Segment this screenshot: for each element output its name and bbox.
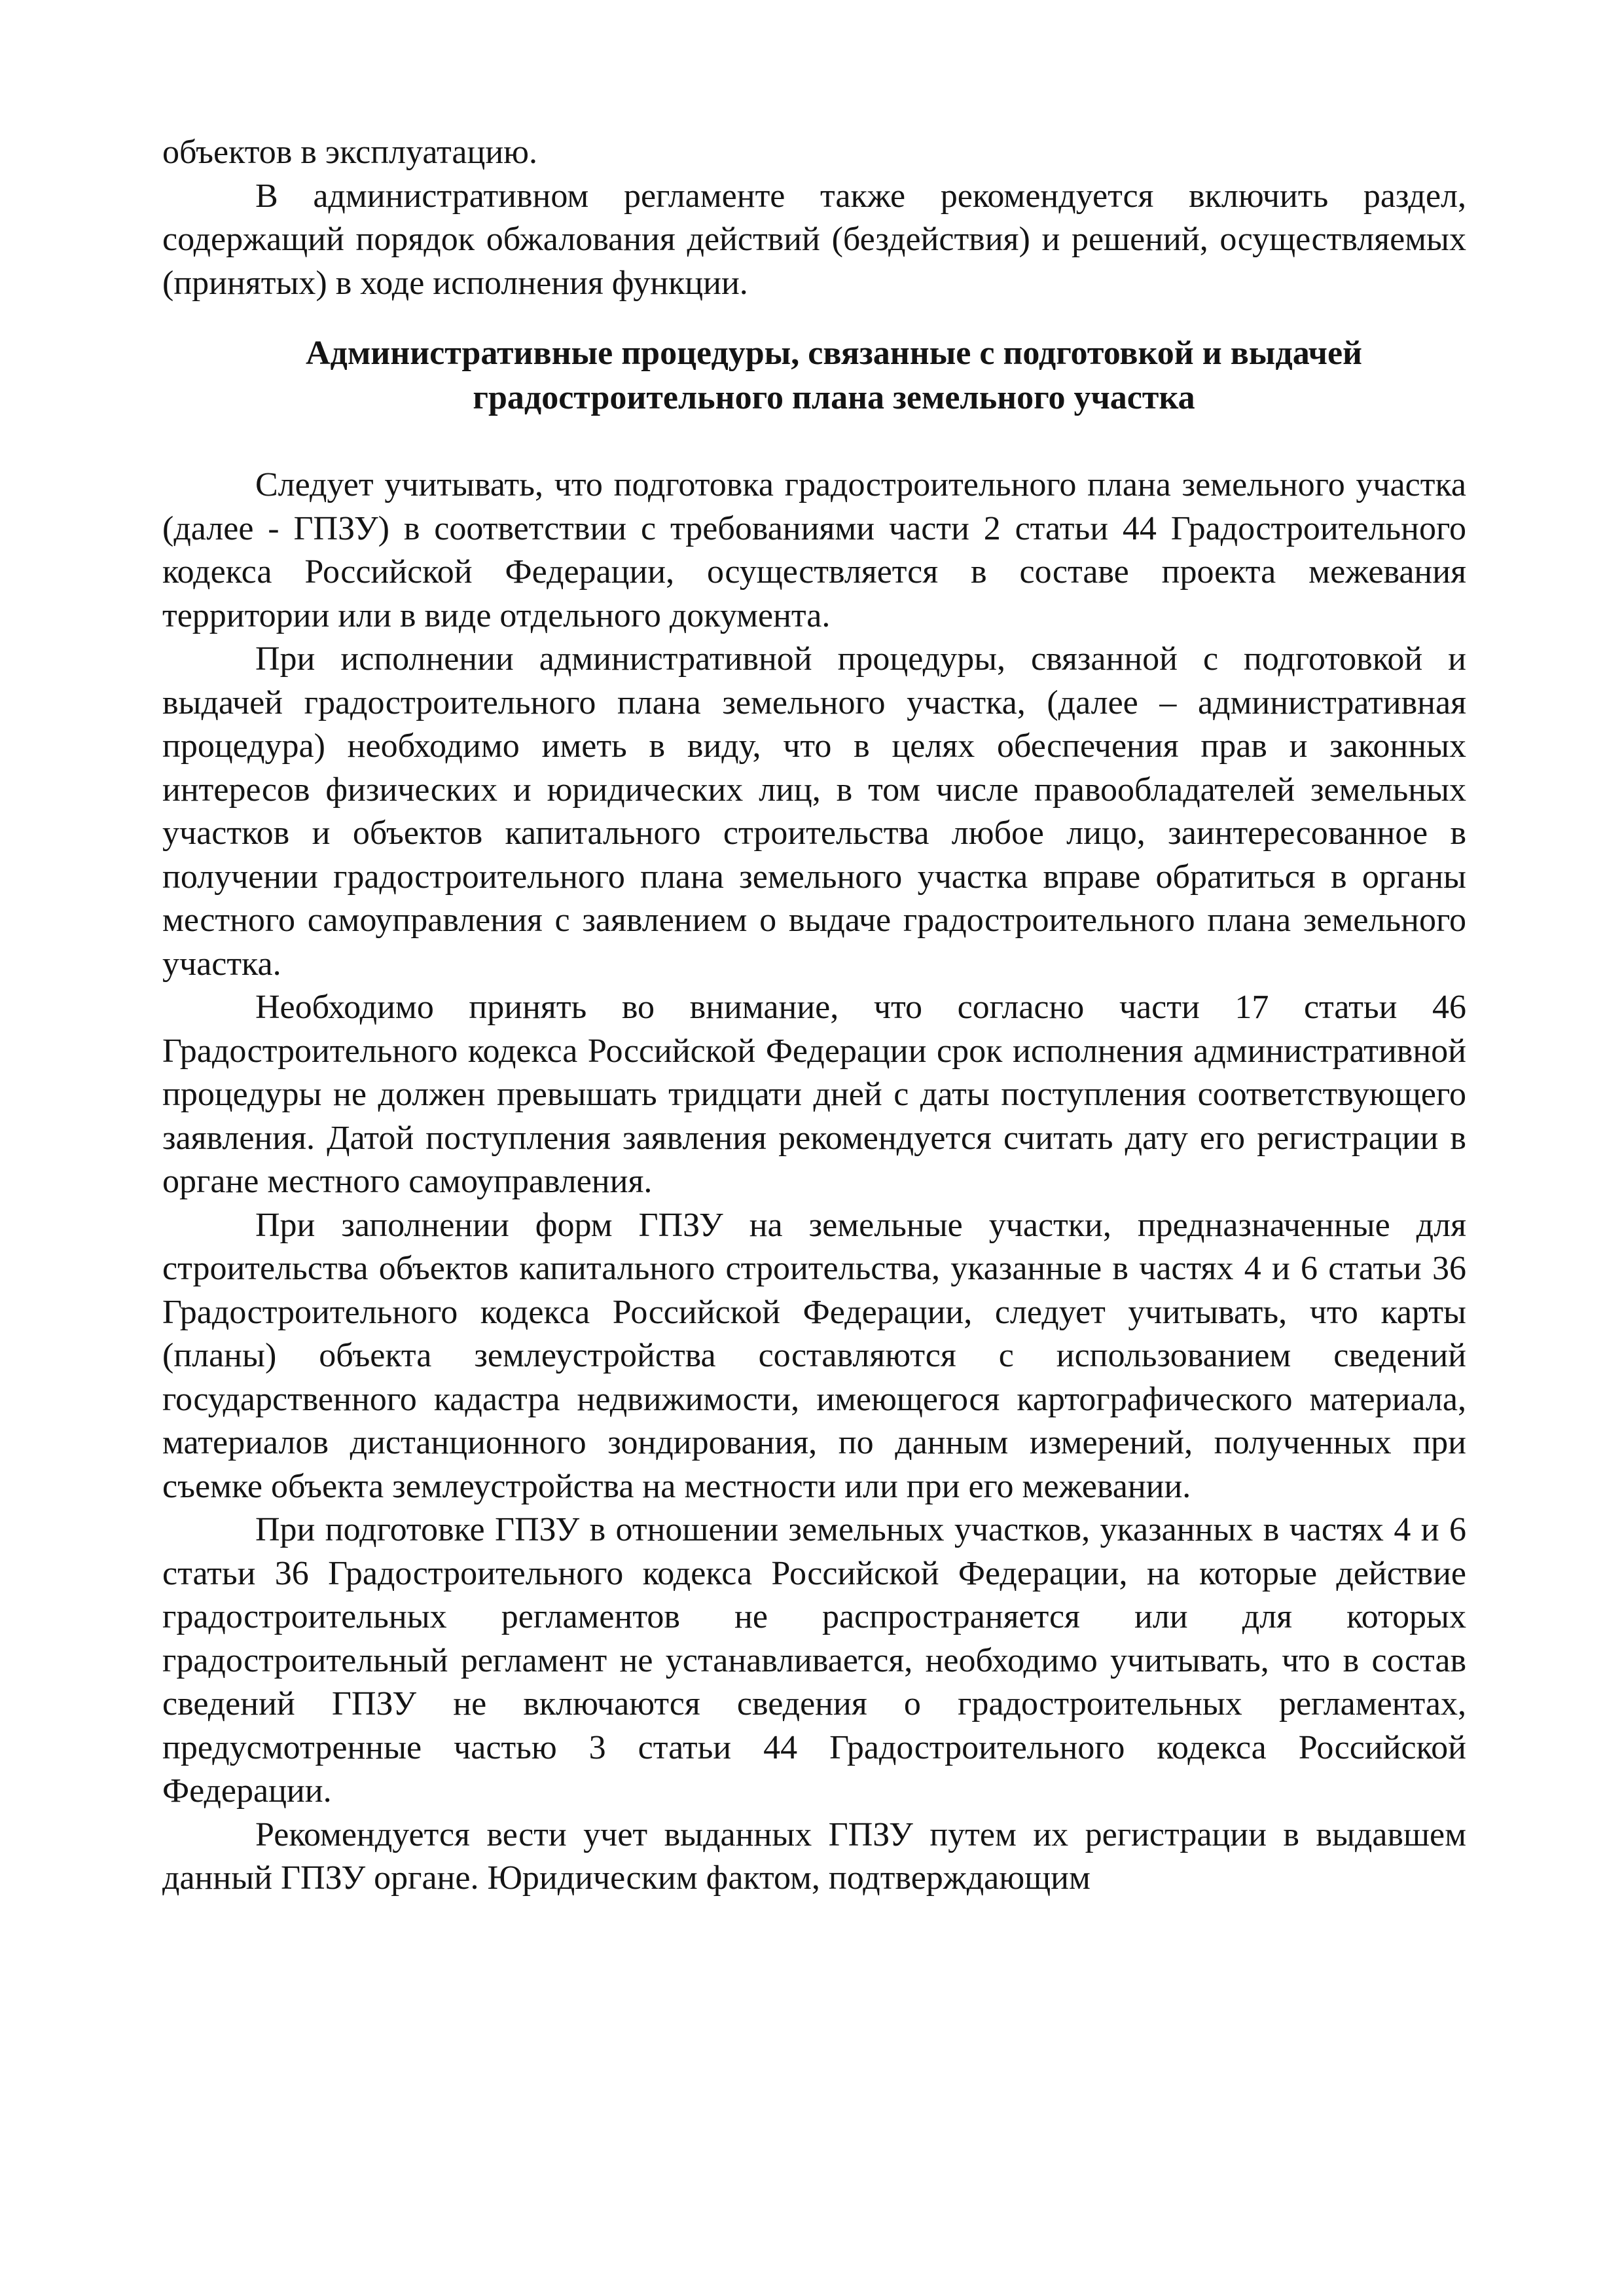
document-page [162,131,1466,1901]
paragraph-gpzu-exceptions: При подготовке ГПЗУ в отношении земельных участков, указанных в частях 4 и 6 статьи 36 Градостроительного кодекса Российской Федерации, на которые действие градостроительных регламентов не распространяется или для которых градостроительный регламент не устанавливается, необходимо учитывать, что в состав сведений ГПЗУ не включаются сведения о градостроительных регламентах, предусмотренные частью 3 статьи 44 Градостроительного кодекса Российской Федерации. [162,1511,1466,1810]
intro-continuation: объектов в эксплуатацию. [162,134,537,171]
section-heading-line-1: Административные процедуры, связанные с подготовкой и выдачей [306,335,1362,372]
paragraph-gpzu-preparation: Следует учитывать, что подготовка градостроительного плана земельного участка (далее - ГПЗУ) в соответствии с требованиями части 2 статьи 44 Градостроительного кодекса Российской Федерации, осуществляется в составе проекта межевания территории или в виде отдельного документа. [162,466,1466,634]
section-heading-line-2: градостроительного плана земельного участка [473,379,1195,416]
paragraph-deadline: Необходимо принять во внимание, что согласно части 17 статьи 46 Градостроительного кодекса Российской Федерации срок исполнения административной процедуры не должен превышать тридцати дней с даты поступления соответствующего заявления. Датой поступления заявления рекомендуется считать дату его регистрации в органе местного самоуправления. [162,989,1466,1200]
paragraph-forms-filling: При заполнении форм ГПЗУ на земельные участки, предназначенные для строительства объектов капитального строительства, указанные в частях 4 и 6 статьи 36 Градостроительного кодекса Российской Федерации, следует учитывать, что карты (планы) объекта землеустройства составляются с использованием сведений государственного кадастра недвижимости, имеющегося картографического материала, материалов дистанционного зондирования, по данным измерений, полученных при съемке объекта землеустройства на местности или при его межевании. [162,1206,1466,1505]
paragraph-registration: Рекомендуется вести учет выданных ГПЗУ путем их регистрации в выдавшем данный ГПЗУ органе. Юридическим фактом, подтверждающим [162,1815,1466,1897]
section-heading [162,331,1466,420]
paragraph-admin-procedure: При исполнении административной процедуры, связанной с подготовкой и выдачей градостроительного плана земельного участка, (далее – административная процедура) необходимо иметь в виду, что в целях обеспечения прав и законных интересов физических и юридических лиц, в том числе правообладателей земельных участков и объектов капитального строительства любое лицо, заинтересованное в получении градостроительного плана земельного участка вправе обратиться в органы местного самоуправления с заявлением о выдаче градостроительного плана земельного участка. [162,640,1466,983]
intro-paragraph: В административном регламенте также рекомендуется включить раздел, содержащий порядок обжалования действий (бездействия) и решений, осуществляемых (принятых) в ходе исполнения функции. [162,177,1466,302]
